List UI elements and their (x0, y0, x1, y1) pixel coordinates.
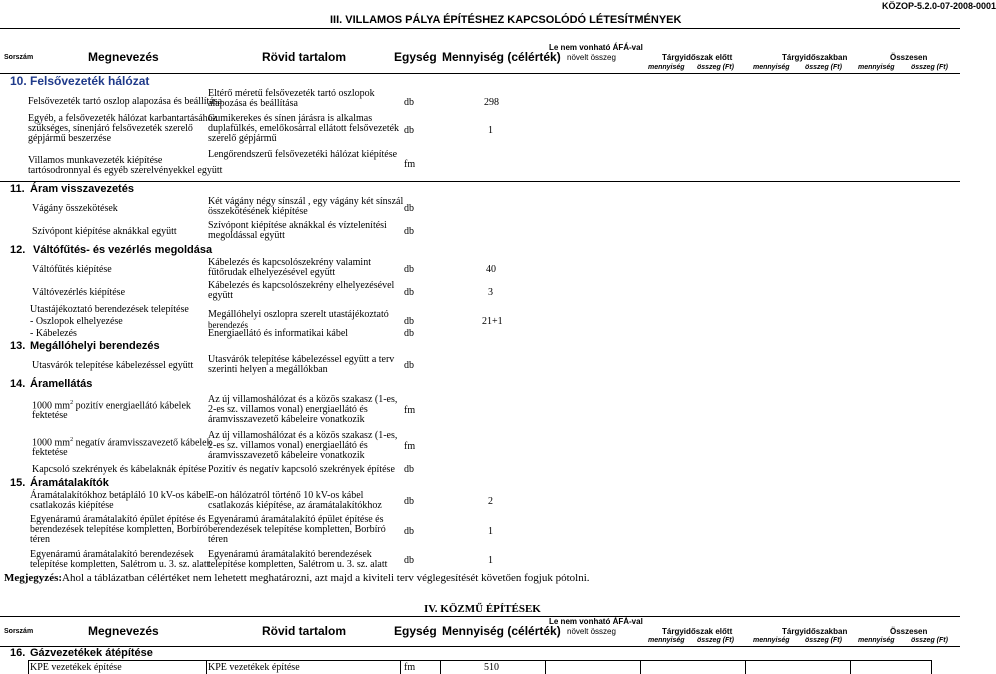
document-code: KÖZOP-5.2.0-07-2008-0001 (882, 1, 996, 11)
group-title: Áramellátás (30, 378, 93, 390)
col-header-megnevezes: Megnevezés (88, 624, 159, 638)
group-number: 16. (10, 647, 26, 659)
item-name (30, 550, 209, 570)
item-name-line: telepítése kompletten, Salétrom u. 3. sz. alatt (30, 559, 210, 570)
sub-header-mennyiseg: mennyiség (858, 64, 895, 71)
item-content-line: áramvisszavezető kábeleire vonatkozik (208, 450, 365, 461)
item-content-line: csatlakozás kiépítése, az áramátalakítókhoz (208, 500, 382, 511)
item-content-line: Eltérő méretű felsővezeték tartó oszlopok (208, 88, 375, 99)
group-number: 12. (10, 244, 26, 256)
item-name-line: gépjármű beszerzése (28, 133, 112, 144)
item-unit: fm (404, 441, 416, 452)
item-content (208, 197, 403, 217)
item-name: Vágány összekötések (32, 203, 118, 214)
col-header-megnevezes: Megnevezés (88, 50, 159, 64)
item-name: Váltóvezérlés kiépítése (32, 287, 126, 298)
col-header-afa-2: növelt összeg (567, 53, 616, 62)
item-unit: db (404, 316, 414, 327)
item-content-line: 2-es sz. villamos vonal) energiaellátó és (208, 440, 368, 451)
item-name-line: Egyenáramú áramátalakító berendezések (30, 549, 194, 560)
item-content (208, 89, 375, 109)
item-content-line: téren (208, 534, 228, 545)
col-header-osszesen: Összesen (890, 627, 928, 636)
grid-line (931, 660, 932, 674)
item-unit: db (404, 125, 414, 136)
item-quantity: 1 (488, 526, 493, 537)
grid-line (745, 660, 746, 674)
item-unit: db (404, 226, 414, 237)
item-name-line: Áramátalakítókhoz betápláló 10 kV-os kábel (30, 490, 209, 501)
item-content-line: Utasvárók telepítése kábelezéssel együtt a terv (208, 354, 395, 365)
item-content-line: berendezések telepítése kompletten, Borbíró (208, 524, 386, 535)
item-content-line: duplafülkés, emelőkosárral ellátott felsővezeték (208, 123, 400, 134)
col-header-afa: Le nem vonható ÁFÁ-val (549, 43, 643, 52)
item-content-line: áramvisszavezető kábeleire vonatkozik (208, 414, 365, 425)
item-content-line: Szívópont kiépítése aknákkal és víztelenítési (208, 220, 387, 231)
item-content (208, 355, 394, 375)
item-unit: fm (404, 405, 416, 416)
item-content-line: szerinti helyen a megállókban (208, 364, 328, 375)
note-text: Ahol a táblázatban célértéket nem lehetett meghatározni, azt majd a kiviteli terv véglegesítését követően fogjuk pótolni. (62, 572, 590, 584)
col-header-mennyiseg: Mennyiség (célérték) (442, 624, 561, 638)
item-content-line: Egyenáramú áramátalakító épület építése és (208, 514, 384, 525)
group-title: Áram visszavezetés (30, 183, 134, 195)
col-header-targyidoszakban: Tárgyidőszakban (782, 53, 848, 62)
grid-line (440, 660, 441, 674)
sub-header-osszeg: összeg (Ft) (805, 637, 842, 644)
col-header-rovid-tartalom: Rövid tartalom (262, 624, 347, 638)
item-quantity: 40 (486, 264, 496, 275)
sub-header-osszeg: összeg (Ft) (697, 637, 734, 644)
group-title: Áramátalakítók (30, 477, 109, 489)
superscript: 2 (70, 400, 74, 406)
sub-header-mennyiseg: mennyiség (648, 637, 685, 644)
item-content-line: alapozása és beállítása (208, 98, 298, 109)
item-unit: db (404, 203, 414, 214)
item-quantity: 21+1 (482, 316, 503, 327)
grid-line (545, 660, 546, 674)
item-content-line: 2-es sz. villamos vonal) energiaellátó és (208, 404, 368, 415)
col-header-sorszam: Sorszám (4, 54, 34, 61)
item-content: berendezés (208, 320, 248, 330)
item-quantity: 2 (488, 496, 493, 507)
item-content (208, 281, 394, 301)
item-content-line: Az új villamoshálózat és a közös szakasz (1-es, (208, 430, 398, 441)
item-content-line: Kábelezés és kapcsolószekrény elhelyezésével (208, 280, 395, 291)
item-unit: db (404, 555, 414, 566)
item-content (208, 395, 397, 425)
item-name (32, 398, 191, 421)
item-unit: fm (404, 662, 416, 673)
item-name: - Kábelezés (30, 328, 77, 339)
item-quantity: 1 (488, 555, 493, 566)
item-name-line: pozitív energiaellátó kábelek (73, 400, 191, 412)
item-name: Felsővezeték tartó oszlop alapozása és beállítása (28, 96, 223, 107)
item-content-line: Gumikerekes és sínen járásra is alkalmas (208, 113, 373, 124)
item-name-line: negatív áramvisszavezető kábelek (73, 437, 212, 449)
group-number: 11. (10, 183, 25, 195)
col-header-elott: Tárgyidőszak előtt (662, 627, 733, 636)
group-title: Gázvezetékek átépítése (30, 647, 153, 659)
item-content-line: fűtőrudak elhelyezésével együtt (208, 267, 336, 278)
group-title: Megállóhelyi berendezés (30, 340, 160, 352)
superscript: 2 (70, 437, 74, 443)
item-name: Utastájékoztató berendezések telepítése (30, 304, 189, 315)
item-name (30, 491, 208, 511)
col-header-afa: Le nem vonható ÁFÁ-val (549, 617, 643, 626)
item-name: Kapcsoló szekrények és kábelaknák építése (32, 464, 207, 475)
col-header-targyidoszakban: Tárgyidőszakban (782, 627, 848, 636)
item-content: Lengőrendszerű felsővezetéki hálózat kiépítése (208, 149, 398, 160)
item-name (32, 435, 212, 458)
grid-line (640, 660, 641, 674)
sub-header-mennyiseg: mennyiség (753, 637, 790, 644)
divider (0, 616, 960, 617)
item-name-line: fektetése (32, 447, 68, 459)
item-name: Váltófűtés kiépítése (32, 264, 112, 275)
col-header-mennyiseg: Mennyiség (célérték) (442, 50, 561, 64)
item-name-line: tartósodronnyal és egyéb szerelvényekkel együtt (28, 165, 223, 176)
item-name: KPE vezetékek építése (30, 662, 122, 673)
sub-header-mennyiseg: mennyiség (858, 637, 895, 644)
item-content-line: megoldással együtt (208, 230, 285, 241)
col-header-elott: Tárgyidőszak előtt (662, 53, 733, 62)
section-title: IV. KÖZMŰ ÉPÍTÉSEK (424, 603, 541, 615)
col-header-egyseg: Egység (394, 50, 437, 64)
item-content-line: szerelő gépjármű (208, 133, 277, 144)
grid-line (850, 660, 851, 674)
item-content (208, 550, 387, 570)
divider (0, 28, 960, 29)
item-name: Szívópont kiépítése aknákkal együtt (32, 226, 177, 237)
col-header-afa-2: növelt összeg (567, 627, 616, 636)
item-name-line: 1000 mm (32, 437, 71, 449)
item-unit: db (404, 526, 414, 537)
group-number: 10. (10, 74, 27, 88)
sub-header-osszeg: összeg (Ft) (805, 64, 842, 71)
item-content (208, 221, 387, 241)
item-content-line: telepítése kompletten, Salétrom u. 3. sz. alatt (208, 559, 388, 570)
item-name-line: Villamos munkavezeték kiépítése (28, 155, 163, 166)
item-unit: db (404, 264, 414, 275)
item-content-line: Kábelezés és kapcsolószekrény valamint (208, 257, 371, 268)
item-unit: db (404, 360, 414, 371)
item-name-line: téren (30, 534, 50, 545)
sub-header-osszeg: összeg (Ft) (697, 64, 734, 71)
item-content: Pozitív és negatív kapcsoló szekrények építése (208, 464, 395, 475)
divider (0, 181, 960, 182)
item-quantity: 1 (488, 125, 493, 136)
item-unit: db (404, 328, 414, 339)
item-content: KPE vezetékek építése (208, 662, 300, 673)
divider (28, 660, 932, 661)
item-unit: db (404, 287, 414, 298)
group-number: 13. (10, 340, 26, 352)
item-quantity: 3 (488, 287, 493, 298)
item-unit: db (404, 464, 414, 475)
item-name: - Oszlopok elhelyezése (30, 316, 123, 327)
item-name: Utasvárók telepítése kábelezéssel együtt (32, 360, 194, 371)
item-name-line: 1000 mm (32, 400, 71, 412)
group-title: Váltófűtés- és vezérlés megoldása (33, 244, 213, 256)
sub-header-mennyiseg: mennyiség (648, 64, 685, 71)
sub-header-osszeg: összeg (Ft) (911, 637, 948, 644)
note-label: Megjegyzés: (4, 572, 63, 584)
item-name-line: szükséges, sínenjáró felsővezeték szerelő (28, 123, 193, 134)
item-content-line: összekötésének kiépítése (208, 206, 308, 217)
item-content (208, 515, 386, 545)
item-name (28, 114, 217, 144)
grid-line (206, 660, 207, 674)
group-number: 14. (10, 378, 26, 390)
grid-line (28, 660, 29, 674)
group-number: 15. (10, 477, 26, 489)
item-quantity: 510 (484, 662, 499, 673)
item-unit: db (404, 97, 414, 108)
item-content-line: Egyenáramú áramátalakító berendezések (208, 549, 372, 560)
item-content: Megállóhelyi oszlopra szerelt utastájékoztató (208, 309, 389, 320)
item-name-line: berendezések telepítése kompletten, Borbíró (30, 524, 208, 535)
item-content-line: Az új villamoshálózat és a közös szakasz (1-es, (208, 394, 398, 405)
item-name-line: csatlakozás kiépítése (30, 500, 114, 511)
col-header-egyseg: Egység (394, 624, 437, 638)
item-unit: db (404, 496, 414, 507)
item-content (208, 491, 382, 511)
item-content (208, 258, 371, 278)
item-content-line: együtt (208, 290, 233, 301)
item-content (208, 114, 399, 144)
col-header-rovid-tartalom: Rövid tartalom (262, 50, 347, 64)
item-content (208, 431, 397, 461)
section-title: III. VILLAMOS PÁLYA ÉPÍTÉSHEZ KAPCSOLÓDÓ LÉTESÍTMÉNYEK (330, 14, 682, 26)
col-header-osszesen: Összesen (890, 53, 928, 62)
sub-header-osszeg: összeg (Ft) (911, 64, 948, 71)
item-quantity: 298 (484, 97, 499, 108)
group-title: Felsővezeték hálózat (30, 74, 150, 88)
item-content-line: Két vágány négy sínszál , egy vágány két sínszál (208, 196, 404, 207)
item-content: Energiaellátó és informatikai kábel (208, 328, 349, 339)
item-name-line: Egyéb, a felsővezeték hálózat karbantartásához (28, 113, 218, 124)
item-name-line: fektetése (32, 410, 68, 422)
item-name (28, 156, 222, 176)
item-content-line: E-on hálózatról történő 10 kV-os kábel (208, 490, 364, 501)
col-header-sorszam: Sorszám (4, 628, 34, 635)
note (4, 572, 590, 584)
item-name (30, 515, 208, 545)
item-unit: fm (404, 159, 416, 170)
grid-line (400, 660, 401, 674)
item-name-line: Egyenáramú áramátalakító épület építése és (30, 514, 206, 525)
sub-header-mennyiseg: mennyiség (753, 64, 790, 71)
